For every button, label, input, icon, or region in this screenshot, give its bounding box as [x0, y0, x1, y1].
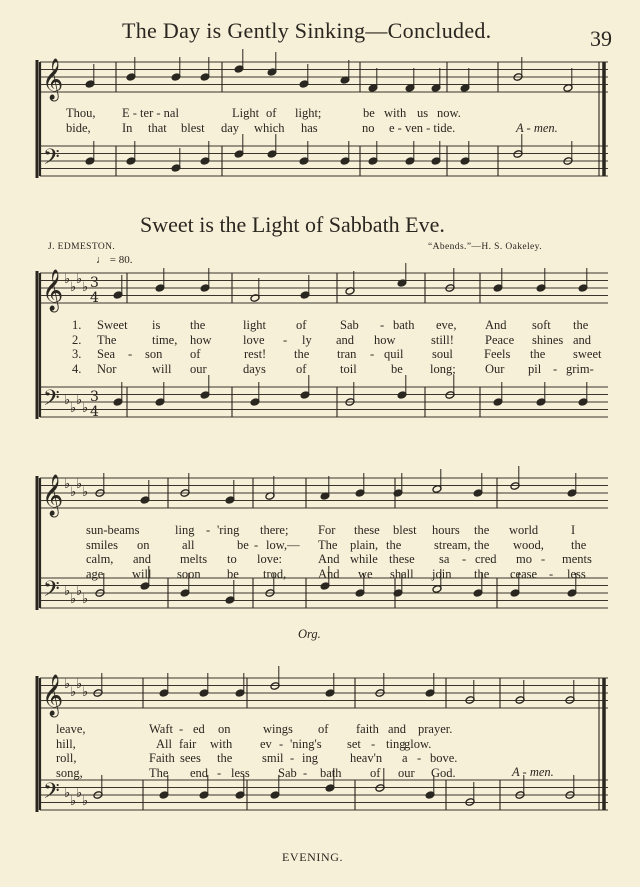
lyric-word: set — [347, 736, 361, 751]
lyric-word: the — [474, 537, 490, 552]
lyric-word: bath — [393, 318, 415, 332]
lyric-word: there; — [260, 523, 289, 537]
lyric-word: calm, — [86, 552, 114, 566]
lyric-word: - — [279, 736, 284, 751]
lyric-word: world — [509, 523, 539, 537]
lyric-word: age — [86, 566, 104, 581]
lyric-word: bove. — [430, 751, 458, 765]
page-header-title: The Day is Gently Sinking—Concluded. — [122, 18, 492, 43]
lyric-word: these — [354, 523, 380, 537]
lyric-word: will — [132, 566, 152, 581]
lyric-word: e - ven - tide. — [389, 121, 456, 135]
clef-symbol: ♭ — [64, 786, 71, 801]
clef-symbol: ♭ — [76, 272, 83, 287]
lyric-word: - — [380, 318, 385, 332]
lyric-word: son — [145, 347, 163, 361]
lyric-word: And — [318, 552, 340, 566]
lyric-word: to — [227, 552, 237, 566]
lyric-word: how — [374, 332, 396, 347]
lyric-word: low,— — [266, 537, 300, 552]
clef-symbol: ♭ — [76, 584, 83, 599]
lyric-word: long; — [430, 361, 456, 376]
lyric-word: no — [362, 121, 375, 135]
lyric-word: Sweet — [97, 318, 128, 332]
lyric-word: soon — [177, 566, 201, 581]
clef-symbol: ♭ — [70, 592, 77, 607]
lyric-word: of — [190, 347, 201, 361]
lyric-word: day — [221, 121, 240, 135]
lyric-word: song, — [56, 765, 83, 780]
lyric-word: now. — [437, 106, 461, 120]
lyric-word: Faith — [149, 751, 175, 765]
lyric-word: we — [358, 566, 373, 581]
lyric-word: sees — [180, 751, 201, 765]
lyric-word: - — [371, 736, 376, 751]
lyric-word: has — [301, 121, 318, 135]
clef-symbol: 4 — [90, 404, 99, 420]
clef-symbol: ♭ — [82, 401, 89, 416]
lyric-word: be — [237, 537, 249, 552]
lyric-word: 'ring — [217, 523, 240, 537]
lyric-word: ling — [175, 523, 195, 537]
clef-symbol: ♭ — [70, 685, 77, 700]
clef-symbol: ♭ — [70, 280, 77, 295]
lyric-line — [0, 751, 620, 766]
lyric-word: light — [243, 318, 266, 332]
lyric-word: plain, — [350, 537, 379, 552]
lyric-word: eve, — [436, 318, 457, 332]
lyric-word: and — [388, 722, 407, 736]
lyric-word: with — [210, 736, 233, 751]
clef-symbol: ♭ — [64, 677, 71, 692]
clef-symbol: ♭ — [70, 485, 77, 500]
lyric-line — [0, 333, 620, 348]
lyric-word: that — [148, 121, 167, 135]
lyric-word: Waft — [149, 722, 173, 736]
lyric-word: be — [227, 566, 239, 581]
lyric-word: be — [391, 361, 403, 376]
lyric-word: - — [217, 765, 222, 780]
lyric-word: mo — [516, 552, 532, 566]
amen-label-2: A - men. — [512, 765, 554, 779]
lyric-word: trod, — [263, 566, 287, 581]
lyric-word: In — [122, 121, 133, 135]
clef-symbol: ♭ — [76, 477, 83, 492]
lyric-word: Sab — [278, 765, 297, 780]
lyric-word: a — [402, 751, 408, 765]
lyric-word: soft — [532, 318, 551, 332]
lyric-word: rest! — [244, 347, 267, 361]
clef-symbol: ♭ — [64, 584, 71, 599]
lyric-word: Thou, — [66, 106, 96, 120]
lyric-word: Feels — [484, 347, 511, 361]
lyric-word: roll, — [56, 751, 77, 765]
lyric-word: days — [243, 361, 266, 376]
lyric-word: faith — [356, 722, 379, 736]
clef-symbol: 𝄞 — [42, 475, 64, 516]
lyric-word: smiles — [86, 537, 118, 552]
hymn-title: Sweet is the Light of Sabbath Eve. — [140, 212, 445, 237]
lyric-word: of — [370, 765, 381, 780]
lyric-word: join — [432, 566, 452, 581]
clef-symbol: ♭ — [64, 272, 71, 287]
lyric-word: shall — [390, 566, 414, 581]
lyric-word: and — [336, 332, 355, 347]
lyric-word: glow. — [404, 736, 432, 751]
lyric-word: smil — [262, 751, 284, 765]
lyric-word: All — [156, 736, 172, 751]
lyric-word: these — [389, 552, 415, 566]
lyric-word: quil — [384, 347, 404, 361]
clef-symbol: ♭ — [64, 393, 71, 408]
lyric-word: The — [97, 332, 117, 347]
lyric-word: tran — [337, 347, 357, 361]
lyric-word: end — [190, 765, 209, 780]
lyric-word: - — [417, 751, 422, 765]
page-number: 39 — [590, 26, 612, 51]
clef-symbol: 3 — [90, 389, 99, 405]
lyric-word: Sea — [97, 347, 116, 361]
clef-symbol: 𝄞 — [42, 59, 64, 100]
verse-number: 3. — [72, 347, 82, 361]
verse-number: 4. — [72, 361, 82, 376]
clef-symbol: 𝄞 — [42, 270, 64, 311]
lyric-word: Sab — [340, 318, 359, 332]
lyric-word: E - ter - nal — [122, 106, 179, 120]
lyric-word: the — [294, 347, 310, 361]
clef-symbol: ♭ — [82, 685, 89, 700]
lyric-word: Our — [485, 361, 505, 376]
lyric-line — [0, 538, 620, 553]
lyric-word: is — [152, 318, 161, 332]
lyric-word: on — [137, 537, 150, 552]
lyric-word: the — [386, 537, 402, 552]
lyric-word: 'ning's — [290, 736, 322, 751]
lyric-word: less — [231, 765, 250, 780]
lyric-word: - — [370, 347, 375, 361]
lyric-word: all — [182, 537, 195, 552]
lyric-word: I — [571, 523, 576, 537]
lyric-word: on — [218, 722, 231, 736]
lyric-word: hill, — [56, 736, 76, 751]
lyric-word: grim- — [566, 361, 594, 376]
lyric-word: the — [571, 537, 587, 552]
lyric-word: leave, — [56, 722, 86, 736]
lyric-word: Nor — [97, 361, 117, 376]
lyric-word: the — [573, 318, 589, 332]
lyric-word: the — [474, 523, 490, 537]
lyric-word: bath — [320, 765, 342, 780]
lyric-word: Light — [232, 106, 260, 120]
lyric-word: And — [318, 566, 340, 581]
composer-credit: “Abends.”—H. S. Oakeley. — [428, 242, 542, 252]
lyric-word: sa — [439, 552, 450, 566]
clef-symbol: 𝄢 — [43, 386, 60, 416]
amen-label: A - men. — [516, 121, 558, 135]
lyric-word: soul — [432, 347, 453, 361]
lyric-word: melts — [180, 552, 208, 566]
lyric-word: wood, — [513, 537, 544, 552]
lyric-word: be — [363, 106, 375, 120]
clef-symbol: 𝄢 — [43, 145, 60, 175]
lyric-word: God. — [431, 765, 456, 780]
clef-symbol: 𝄢 — [43, 577, 60, 607]
lyric-word: stream, — [434, 537, 471, 552]
lyric-word: heav'n — [350, 751, 383, 765]
clef-symbol: ♭ — [82, 280, 89, 295]
lyric-word: ed — [193, 722, 205, 736]
lyric-word: the — [530, 347, 546, 361]
clef-symbol: ♭ — [82, 794, 89, 809]
lyric-word: and — [133, 552, 152, 566]
clef-symbol: 3 — [90, 275, 99, 291]
clef-symbol: ♭ — [82, 592, 89, 607]
lyric-word: - — [206, 523, 211, 537]
clef-symbol: ♭ — [64, 477, 71, 492]
lyric-word: of — [296, 318, 307, 332]
lyric-word: while — [350, 552, 378, 566]
lyric-word: ly — [302, 332, 312, 347]
lyric-word: - — [462, 552, 467, 566]
clef-symbol: ♭ — [76, 786, 83, 801]
lyric-word: of — [266, 106, 277, 120]
lyric-word: shines — [532, 332, 564, 347]
lyric-word: ting — [386, 736, 406, 751]
lyric-word: - — [553, 361, 558, 376]
lyric-word: The — [318, 537, 338, 552]
clef-symbol: ♭ — [70, 794, 77, 809]
lyric-word: how — [190, 332, 212, 347]
organ-marking: Org. — [298, 627, 321, 641]
lyric-line — [0, 362, 620, 377]
lyric-word: of — [296, 361, 307, 376]
clef-symbol: 4 — [90, 290, 99, 306]
lyric-line — [0, 318, 620, 333]
lyric-word: prayer. — [418, 722, 453, 736]
lyric-line — [0, 567, 620, 582]
lyric-word: - — [128, 347, 133, 361]
lyric-word: fair — [179, 736, 197, 751]
lyric-word: less — [567, 566, 586, 581]
lyric-word: ments — [562, 552, 592, 566]
lyric-word: cease — [510, 566, 538, 581]
lyric-word: The — [149, 765, 169, 780]
lyric-word: love: — [257, 552, 282, 566]
lyric-word: pil — [528, 361, 542, 376]
lyric-word: blest — [181, 121, 205, 135]
lyric-word: sweet — [573, 347, 602, 361]
clef-symbol: ♭ — [76, 393, 83, 408]
lyric-word: still! — [431, 332, 454, 347]
clef-symbol: 𝄞 — [42, 675, 64, 716]
lyric-word: toil — [340, 361, 357, 376]
lyric-word: and — [573, 332, 592, 347]
lyric-word: ev — [260, 736, 272, 751]
lyric-word: For — [318, 523, 336, 537]
lyric-word: cred — [475, 552, 497, 566]
lyric-word: - — [283, 332, 288, 347]
lyric-word: with — [384, 106, 407, 120]
lyric-word: Peace — [485, 332, 515, 347]
lyric-word: the — [217, 751, 233, 765]
verse-number: 1. — [72, 318, 82, 332]
lyric-word: the — [190, 318, 206, 332]
lyric-word: light; — [295, 106, 322, 120]
lyric-word: - — [541, 552, 546, 566]
lyric-word: love — [243, 332, 265, 347]
lyric-line — [0, 737, 620, 752]
lyric-word: hours — [432, 523, 460, 537]
lyric-word: sun-beams — [86, 523, 140, 537]
lyric-word: - — [179, 722, 184, 736]
lyric-line — [0, 523, 620, 538]
lyric-word: will — [152, 361, 172, 376]
tempo-marking: ♩ = 80. — [96, 254, 133, 266]
lyric-word: And — [485, 318, 507, 332]
lyric-word: time, — [152, 332, 178, 347]
clef-symbol: 𝄢 — [43, 779, 60, 809]
lyric-word: - — [549, 566, 554, 581]
lyric-word: the — [474, 566, 490, 581]
lyric-word: - — [303, 765, 308, 780]
clef-symbol: ♭ — [70, 401, 77, 416]
lyric-word: ing — [302, 751, 318, 765]
lyric-word: wings — [263, 722, 293, 736]
lyric-word: of — [318, 722, 329, 736]
author-credit: J. EDMESTON. — [48, 242, 116, 252]
lyric-word: bide, — [66, 121, 91, 135]
lyric-line — [0, 552, 620, 567]
lyric-line — [0, 347, 620, 362]
clef-symbol: ♭ — [76, 677, 83, 692]
verse-number: 2. — [72, 332, 82, 347]
lyric-word: us — [417, 106, 429, 120]
lyric-word: blest — [393, 523, 417, 537]
section-footer: EVENING. — [282, 850, 344, 864]
lyric-line — [0, 722, 620, 737]
clef-symbol: ♭ — [82, 485, 89, 500]
lyric-word: which — [254, 121, 285, 135]
lyric-word: - — [254, 537, 259, 552]
lyric-word: our — [398, 765, 415, 780]
lyric-word: - — [290, 751, 295, 765]
lyric-word: our — [190, 361, 207, 376]
